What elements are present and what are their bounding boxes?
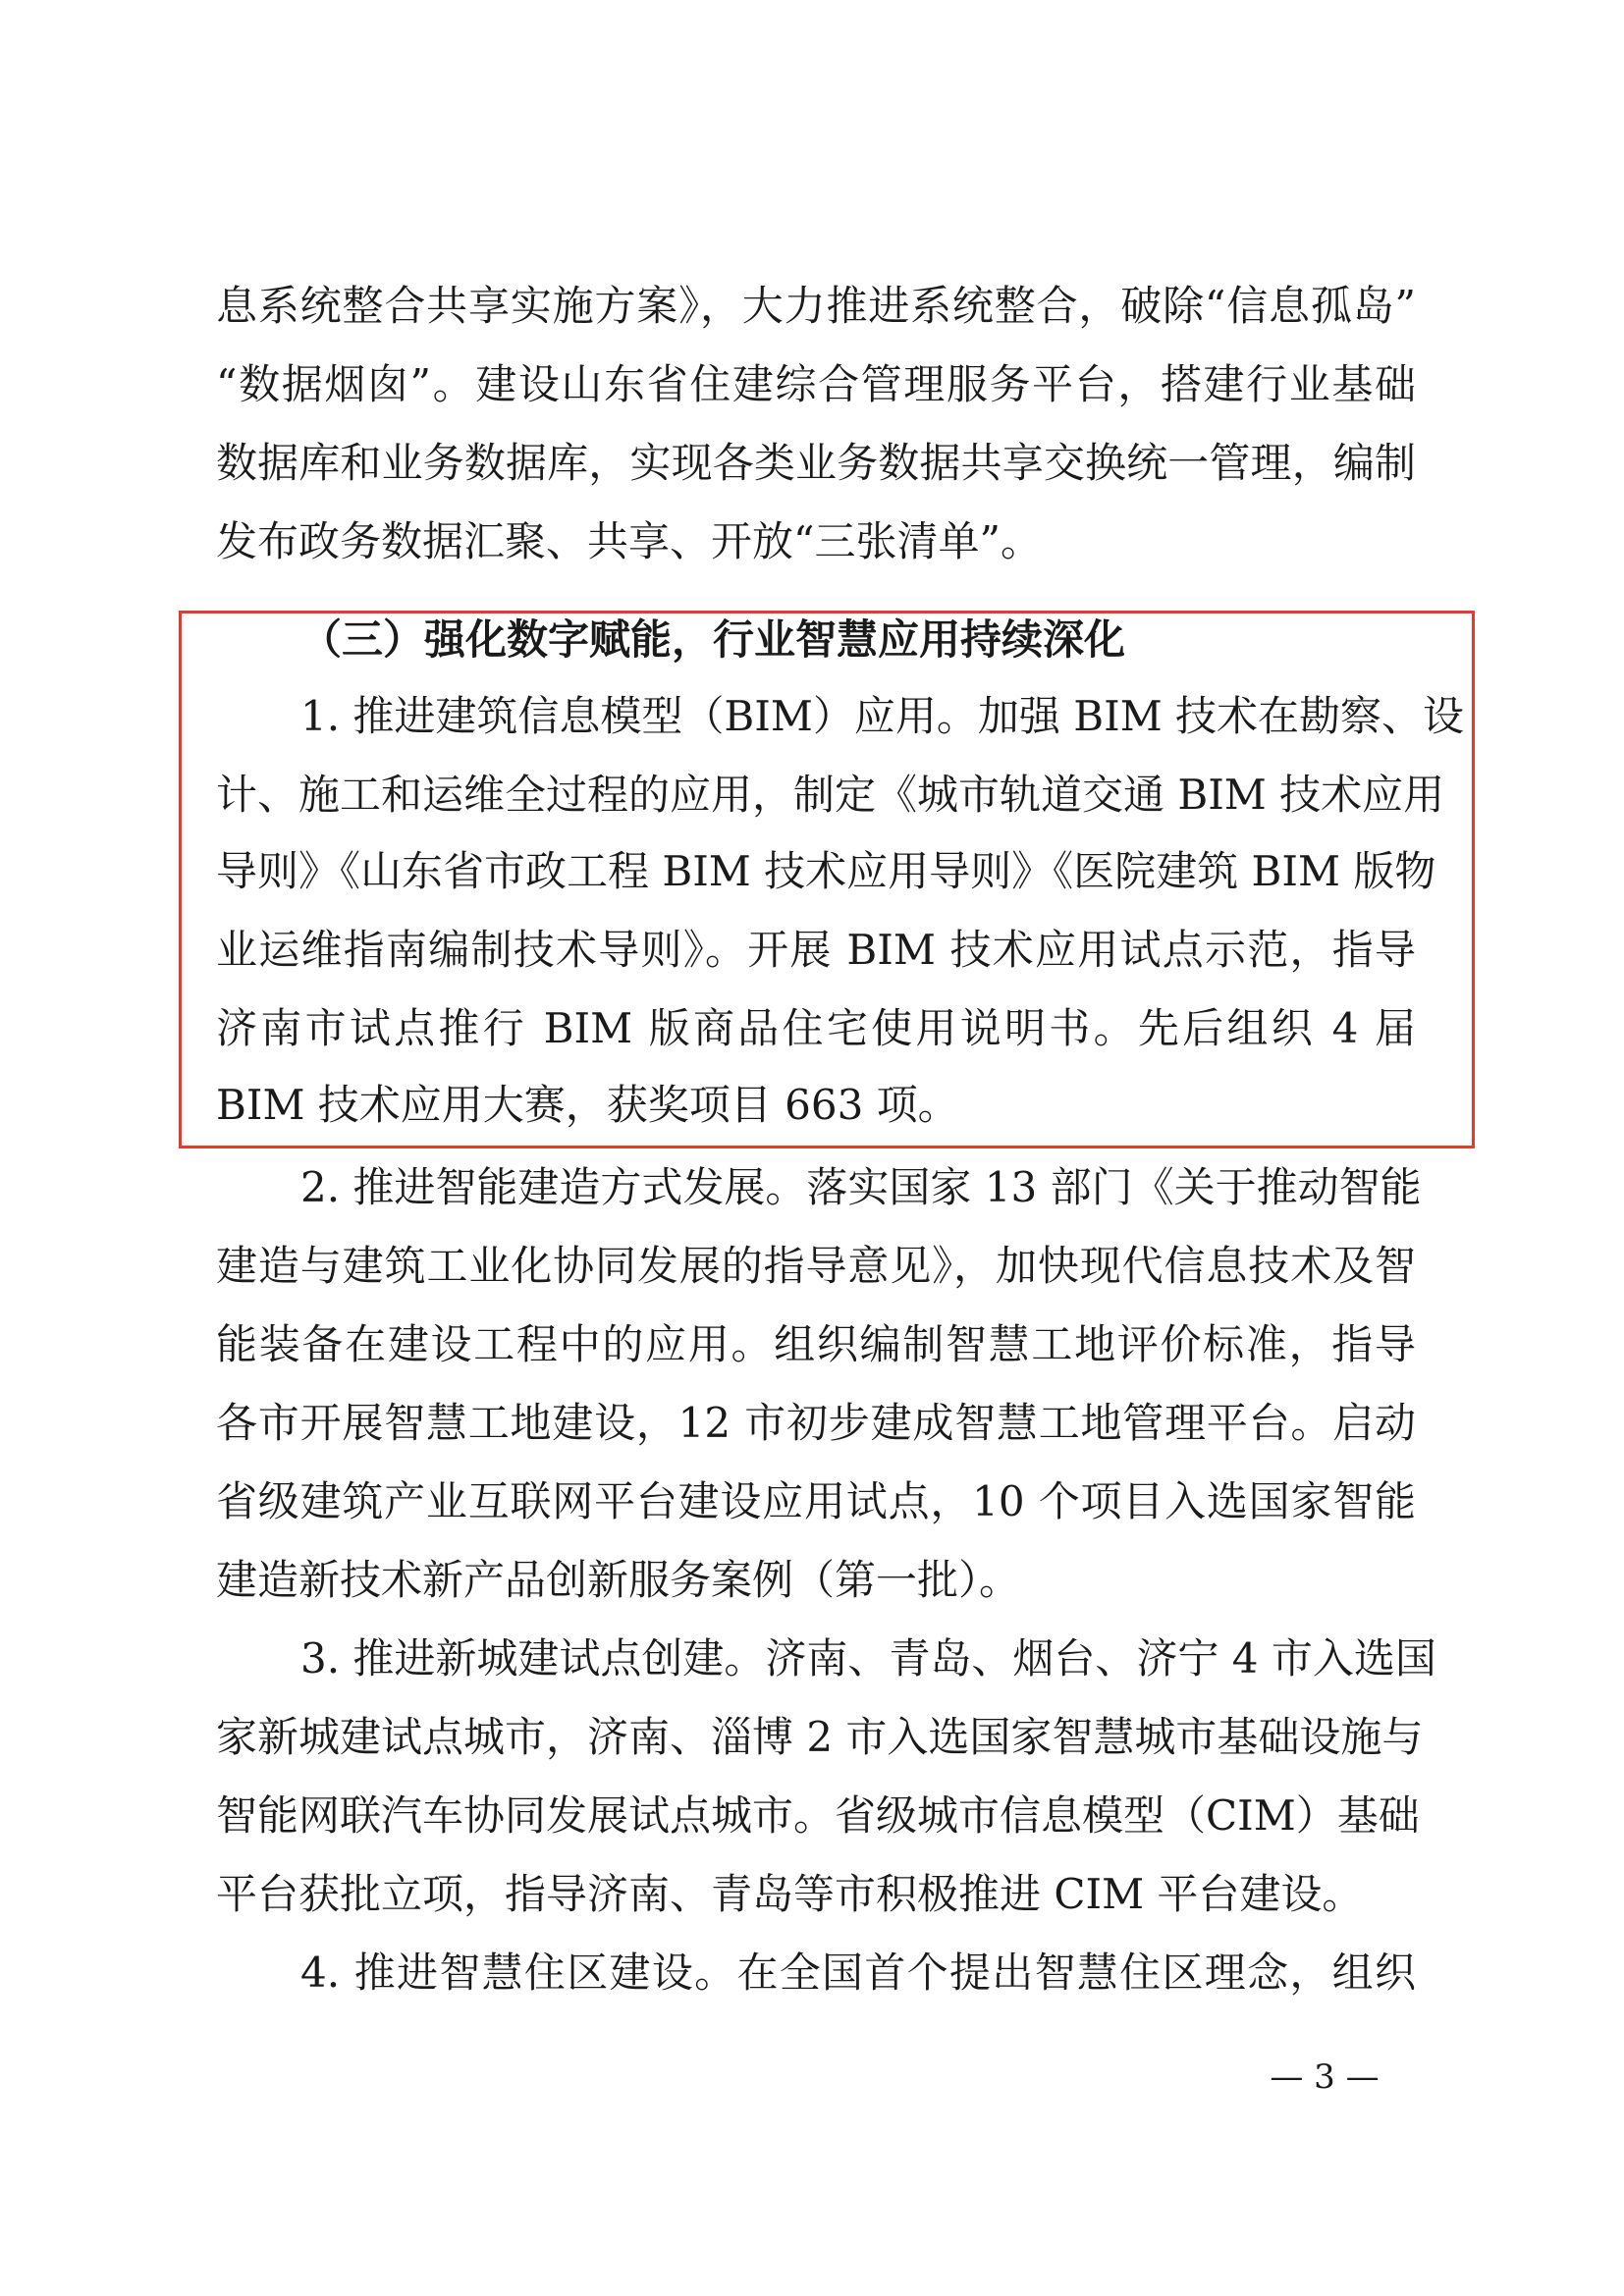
body-text-line: 2. 推进智能建造方式发展。落实国家 13 部门《关于推动智能 bbox=[300, 1163, 1422, 1211]
body-text-line: 家新城建试点城市，济南、淄博 2 市入选国家智慧城市基础设施与 bbox=[216, 1713, 1424, 1761]
body-text-line: 智能网联汽车协同发展试点城市。省级城市信息模型（CIM）基础 bbox=[216, 1791, 1420, 1840]
page-number: — 3 — bbox=[1270, 2057, 1380, 2097]
body-text-line: 各市开展智慧工地建设，12 市初步建成智慧工地管理平台。启动 bbox=[216, 1399, 1416, 1447]
body-text-line: 业运维指南编制技术导则》。开展 BIM 技术应用试点示范，指导 bbox=[216, 926, 1416, 974]
body-text-line: 数据库和业务数据库，实现各类业务数据共享交换统一管理，编制 bbox=[216, 439, 1416, 487]
body-text-line: 省级建筑产业互联网平台建设应用试点，10 个项目入选国家智能 bbox=[216, 1477, 1416, 1525]
body-text-line: “数据烟囱”。建设山东省住建综合管理服务平台，搭建行业基础 bbox=[216, 360, 1416, 408]
body-text-line: 导则》《山东省市政工程 BIM 技术应用导则》《医院建筑 BIM 版物 bbox=[216, 847, 1436, 895]
body-text-line: 济南市试点推行 BIM 版商品住宅使用说明书。先后组织 4 届 bbox=[216, 1004, 1416, 1052]
body-text-line: BIM 技术应用大赛，获奖项目 663 项。 bbox=[216, 1081, 959, 1129]
body-text-line: 能装备在建设工程中的应用。组织编制智慧工地评价标准，指导 bbox=[216, 1320, 1416, 1368]
section-heading: （三）强化数字赋能，行业智慧应用持续深化 bbox=[300, 615, 1126, 664]
body-text-line: 平台获批立项，指导济南、青岛等市积极推进 CIM 平台建设。 bbox=[216, 1870, 1364, 1918]
body-text-line: 建造新技术新产品创新服务案例（第一批）。 bbox=[216, 1556, 1021, 1604]
body-text-line: 计、施工和运维全过程的应用，制定《城市轨道交通 BIM 技术应用 bbox=[216, 771, 1445, 819]
body-text-line: 息系统整合共享实施方案》，大力推进系统整合，破除“信息孤岛” bbox=[216, 282, 1416, 330]
body-text-line: 建造与建筑工业化协同发展的指导意见》，加快现代信息技术及智 bbox=[216, 1242, 1416, 1290]
body-text-line: 4. 推进智慧住区建设。在全国首个提出智慧住区理念，组织 bbox=[300, 1949, 1416, 1997]
body-text-line: 1. 推进建筑信息模型（BIM）应用。加强 BIM 技术在勘察、设 bbox=[300, 692, 1465, 740]
body-text-line: 发布政务数据汇聚、共享、开放“三张清单”。 bbox=[216, 517, 1042, 565]
body-text-line: 3. 推进新城建试点创建。济南、青岛、烟台、济宁 4 市入选国 bbox=[300, 1634, 1436, 1682]
